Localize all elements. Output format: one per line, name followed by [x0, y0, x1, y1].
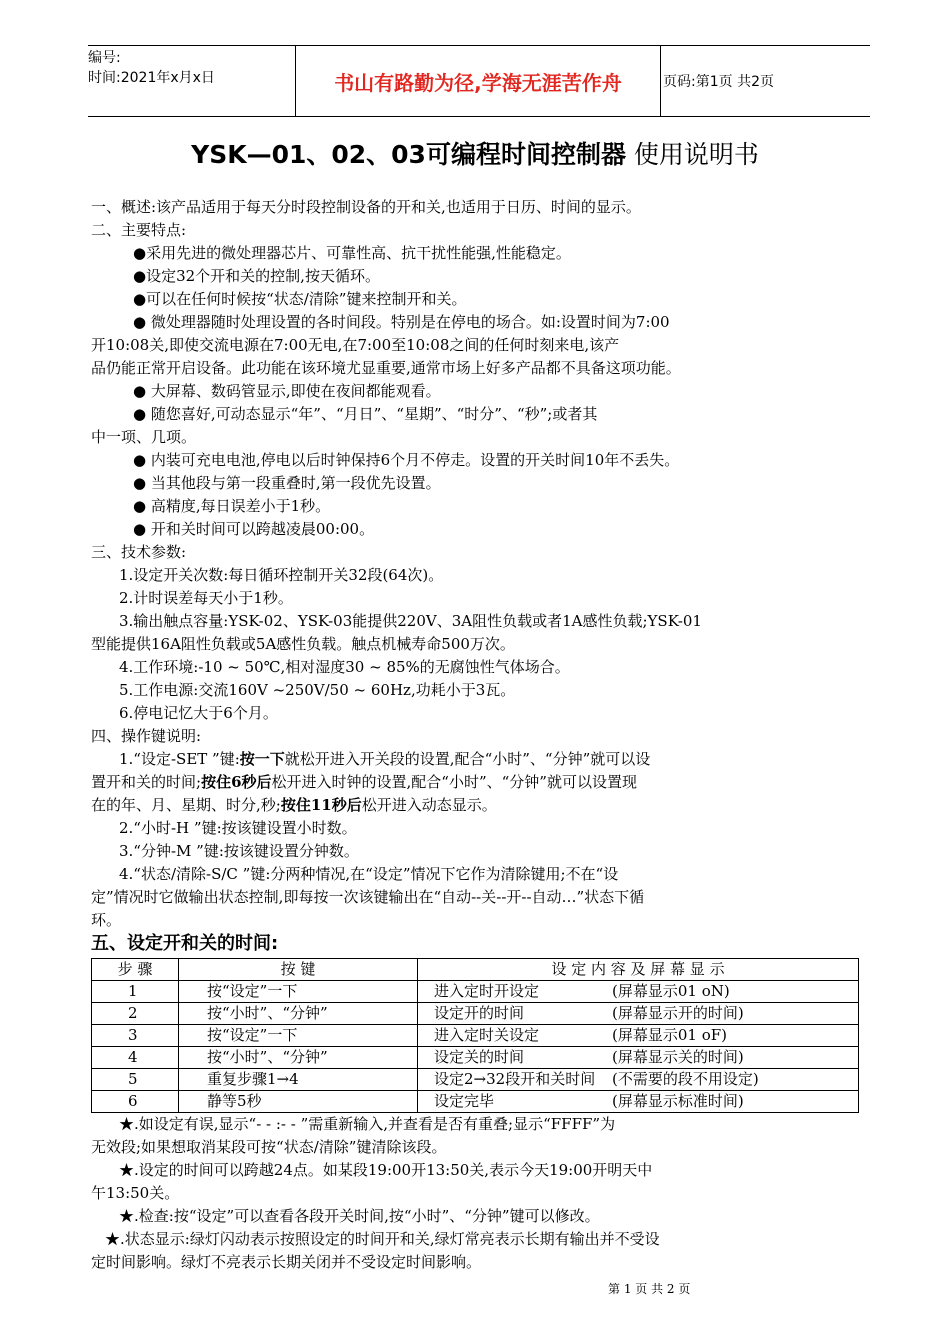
spec-item: 3.输出触点容量:YSK-02、YSK-03能提供220V、3A阻性负载或者1A感性负载;YSK-01: [119, 612, 702, 630]
feature-item: ●设定32个开和关的控制,按天循环。: [133, 267, 380, 285]
doc-number-label: 编号:: [88, 50, 121, 66]
key-set-hold11: 按住11秒后: [280, 796, 362, 814]
section-specs-heading: 三、技术参数:: [91, 543, 187, 561]
table-cell-key: 按“设定”一下: [179, 1025, 418, 1047]
page-footer: 第 1 页 共 2 页: [608, 1282, 691, 1296]
table-row: [92, 1091, 859, 1113]
spec-item-cont: 型能提供16A阻性负载或5A感性负载。触点机械寿命500万次。: [91, 635, 515, 653]
spec-item: 4.工作环境:-10 ~ 50℃,相对湿度30 ~ 85%的无腐蚀性气体场合。: [119, 658, 570, 676]
feature-item-cont: 开10:08关,即使交流电源在7:00无电,在7:00至10:08之间的任何时刻来电,该产: [91, 336, 620, 354]
key-set-hold6: 按住6秒后: [201, 773, 272, 791]
key-set-desc: 在的年、月、星期、时分,秒;: [91, 796, 281, 814]
table-row: [92, 1047, 859, 1069]
table-row: [92, 1025, 859, 1047]
key-item-set-cont: [91, 771, 871, 794]
feature-item: ● 开和关时间可以跨越凌晨00:00。: [133, 520, 375, 538]
key-item-status: 4.“状态/清除-S/C ”键:分两种情况,在“设定”情况下它作为清除键用;不在“设: [119, 865, 619, 883]
header-meta: [88, 48, 294, 88]
title-model: YSK—01、02、03可编程时间控制器: [191, 140, 626, 169]
table-header-row: [92, 959, 859, 981]
header-page-info: 页码:第1页 共2页: [663, 74, 774, 90]
feature-item: ● 内装可充电电池,停电以后时钟保持6个月不停走。设置的开关时间10年不丢失。: [133, 451, 680, 469]
key-set-desc: 就松开进入开关段的设置,配合“小时”、“分钟”就可以设: [284, 750, 651, 768]
spec-item: 5.工作电源:交流160V ~250V/50 ~ 60Hz,功耗小于3瓦。: [119, 681, 516, 699]
table-cell-key: 静等5秒: [179, 1091, 418, 1113]
table-row: [92, 1069, 859, 1091]
table-cell-display: (屏幕显示标准时间): [608, 1091, 859, 1113]
feature-item: ●采用先进的微处理器芯片、可靠性高、抗干扰性能强,性能稳定。: [133, 244, 571, 262]
table-cell-key: 按“小时”、“分钟”: [179, 1003, 418, 1025]
table-row: [92, 1003, 859, 1025]
table-row: [92, 981, 859, 1003]
note-item-cont: 无效段;如果想取消某段可按“状态/清除”键清除该段。: [91, 1138, 447, 1156]
key-set-desc: 松开进入时钟的设置,配合“小时”、“分钟”就可以设置现: [271, 773, 637, 791]
table-cell-action: 设定关的时间: [418, 1047, 609, 1069]
table-cell-step: 5: [92, 1069, 179, 1091]
table-cell-key: 按“小时”、“分钟”: [179, 1047, 418, 1069]
feature-item: ●可以在任何时候按“状态/清除”键来控制开和关。: [133, 290, 467, 308]
key-item-minute: 3.“分钟-M ”键:按该键设置分钟数。: [119, 842, 359, 860]
table-cell-step: 2: [92, 1003, 179, 1025]
table-cell-display: (屏幕显示开的时间): [608, 1003, 859, 1025]
setup-steps-table: [91, 958, 859, 1113]
feature-item: ● 高精度,每日误差小于1秒。: [133, 497, 331, 515]
table-cell-step: 6: [92, 1091, 179, 1113]
note-item: ★.如设定有误,显示“- - :- - ”需重新输入,并查看是否有重叠;显示“FFFF”为: [119, 1115, 616, 1133]
header-motto: 书山有路勤为径,学海无涯苦作舟: [295, 46, 661, 116]
spec-item: 1.设定开关次数:每日循环控制开关32段(64次)。: [119, 566, 444, 584]
note-item-cont: 午13:50关。: [91, 1184, 180, 1202]
feature-item-cont: 品仍能正常开启设备。此功能在该环境尤显重要,通常市场上好多产品都不具备这项功能。: [91, 359, 681, 377]
table-cell-action: 设定完毕: [418, 1091, 609, 1113]
page-header: [88, 45, 870, 117]
key-set-desc: 置开和关的时间;: [91, 773, 202, 791]
section-keys-heading: 四、操作键说明:: [91, 727, 202, 745]
table-cell-step: 4: [92, 1047, 179, 1069]
spec-item: 2.计时误差每天小于1秒。: [119, 589, 293, 607]
spec-item: 6.停电记忆大于6个月。: [119, 704, 278, 722]
document-body: [91, 196, 871, 1274]
table-header-cell: 步 骤: [92, 959, 179, 981]
table-cell-display: (屏幕显示01 oN): [608, 981, 859, 1003]
table-cell-step: 1: [92, 981, 179, 1003]
key-set-desc: 松开进入动态显示。: [361, 796, 497, 814]
doc-time-label: 时间:2021年x月x日: [88, 70, 215, 86]
table-cell-key: 重复步骤1→4: [179, 1069, 418, 1091]
key-item-status-cont: 环。: [91, 911, 122, 929]
key-set-press-once: 按一下: [239, 750, 285, 768]
section-features-heading: 二、主要特点:: [91, 221, 187, 239]
key-item-set: [91, 748, 871, 771]
feature-item: ● 随您喜好,可动态显示“年”、“月日”、“星期”、“时分”、“秒”;或者其: [133, 405, 598, 423]
table-cell-display: (不需要的段不用设定): [608, 1069, 859, 1091]
table-header-cell: 按 键: [179, 959, 418, 981]
note-item: ★.检查:按“设定”可以查看各段开关时间,按“小时”、“分钟”键可以修改。: [119, 1207, 600, 1225]
table-cell-display: (屏幕显示关的时间): [608, 1047, 859, 1069]
table-cell-step: 3: [92, 1025, 179, 1047]
table-cell-display: (屏幕显示01 oF): [608, 1025, 859, 1047]
note-item-cont: 定时间影响。绿灯不亮表示长期关闭并不受设定时间影响。: [91, 1253, 482, 1271]
table-cell-action: 设定2→32段开和关时间: [418, 1069, 609, 1091]
note-item: ★.设定的时间可以跨越24点。如某段19:00开13:50关,表示今天19:00开明天中: [119, 1161, 653, 1179]
key-item-hour: 2.“小时-H ”键:按该键设置小时数。: [119, 819, 357, 837]
section-setup-heading: 五、设定开和关的时间:: [91, 933, 279, 954]
feature-item: ● 微处理器随时处理设置的各时间段。特别是在停电的场合。如:设置时间为7:00: [133, 313, 670, 331]
table-cell-key: 按“设定”一下: [179, 981, 418, 1003]
feature-item-cont: 中一项、几项。: [91, 428, 197, 446]
feature-item: ● 当其他段与第一段重叠时,第一段优先设置。: [133, 474, 441, 492]
table-header-cell: 设 定 内 容 及 屏 幕 显 示: [418, 959, 859, 981]
section-overview: 一、概述:该产品适用于每天分时段控制设备的开和关,也适用于日历、时间的显示。: [91, 198, 641, 216]
table-cell-action: 进入定时关设定: [418, 1025, 609, 1047]
note-item: ★.状态显示:绿灯闪动表示按照设定的时间开和关,绿灯常亮表示长期有输出并不受设: [105, 1230, 660, 1248]
key-item-status-cont: 定”情况时它做输出状态控制,即每按一次该键输出在“自动--关--开--自动…”状态下循: [91, 888, 645, 906]
page-title: [0, 135, 950, 171]
key-set-label: 1.“设定-SET ”键:: [119, 750, 240, 768]
title-suffix: 使用说明书: [625, 140, 759, 169]
table-cell-action: 进入定时开设定: [418, 981, 609, 1003]
key-item-set-cont: [91, 794, 871, 817]
feature-item: ● 大屏幕、数码管显示,即使在夜间都能观看。: [133, 382, 441, 400]
table-cell-action: 设定开的时间: [418, 1003, 609, 1025]
